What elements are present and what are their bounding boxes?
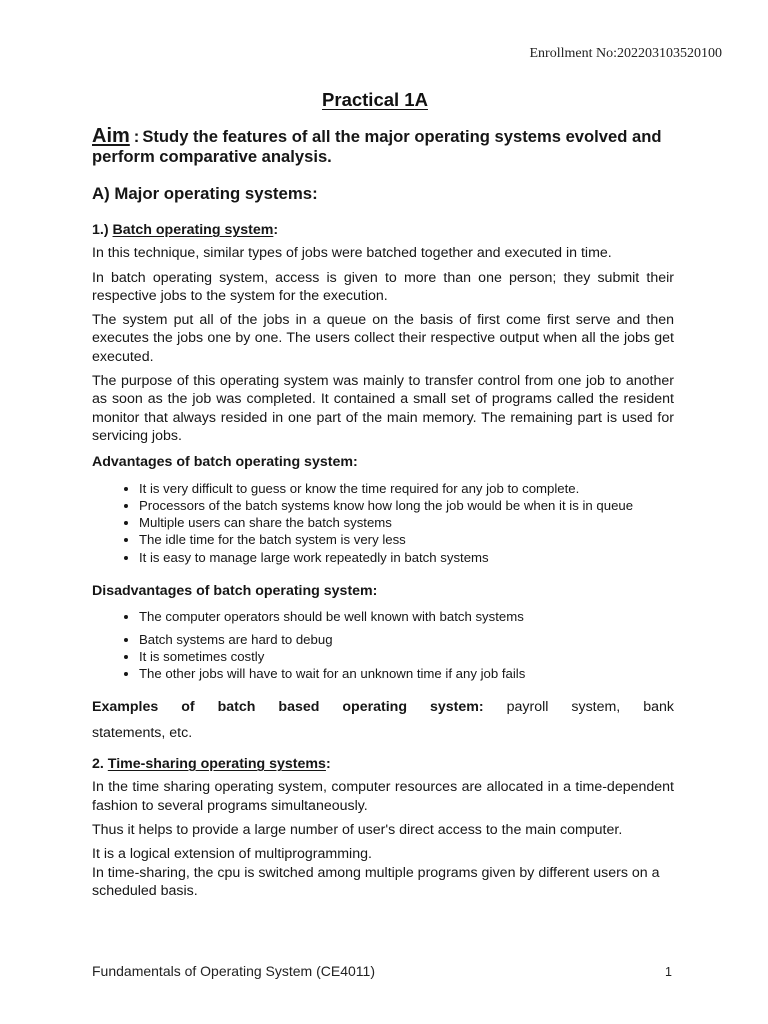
section-heading-major-os: A) Major operating systems: (92, 184, 318, 203)
examples-line-1 (92, 698, 674, 716)
page-title-text: Practical 1A (322, 89, 428, 110)
timesharing-line: It is a logical extension of multiprogramming. (92, 846, 372, 863)
aim-separator: : (133, 127, 140, 146)
advantages-heading: Advantages of batch operating system: (92, 454, 358, 471)
examples-label: Examples of batch based operating system: (92, 698, 484, 715)
advantages-list (92, 480, 674, 566)
timesharing-line: In time-sharing, the cpu is switched among multiple programs given by different users on a scheduled basis. (92, 864, 660, 899)
batch-paragraph: In batch operating system, access is given to more than one person; they submit their respective jobs to the system for the execution. (92, 269, 674, 304)
list-item: • Batch systems are hard to debug (139, 631, 674, 648)
footer-page-number: 1 (665, 965, 672, 979)
page-title (0, 89, 768, 111)
disadvantages-heading: Disadvantages of batch operating system: (92, 583, 378, 600)
batch-os-heading (92, 221, 674, 239)
batch-os-title: Batch operating system (112, 222, 274, 238)
timesharing-paragraph: Thus it helps to provide a large number of user's direct access to the main computer. (92, 822, 623, 839)
batch-os-colon: : (273, 222, 279, 238)
timesharing-paragraph: In the time sharing operating system, computer resources are allocated in a time-dependent fashion to several programs simultaneously. (92, 779, 674, 814)
batch-paragraph: The system put all of the jobs in a queue on the basis of first come first serve and then executes the jobs one by one. The users collect their respective output when all the jobs get executed. (92, 312, 674, 365)
list-item: • It is very difficult to guess or know the time required for any job to complete. (139, 480, 674, 497)
batch-os-number: 1.) (92, 222, 109, 238)
aim-label: Aim (92, 125, 130, 147)
timesharing-os-number: 2. (92, 756, 104, 773)
document-body (92, 126, 674, 900)
batch-paragraph: The purpose of this operating system was mainly to transfer control from one job to another as soon as the job was completed. It contained a small set of programs called the resident monitor that always resided in one part of the main memory. The remaining part is used for servicing jobs. (92, 373, 674, 444)
list-item: • The computer operators should be well known with batch systems (139, 608, 674, 625)
batch-paragraph: In this technique, similar types of jobs were batched together and executed in time. (92, 245, 612, 262)
enrollment-number: Enrollment No:202203103520100 (529, 46, 722, 61)
timesharing-os-colon: : (325, 756, 331, 773)
footer-course-name: Fundamentals of Operating System (CE4011) (92, 963, 375, 979)
list-item: • Multiple users can share the batch systems (139, 514, 674, 531)
aim-text: Study the features of all the major operating systems evolved and perform comparative analysis. (92, 127, 662, 166)
timesharing-os-heading (92, 755, 674, 773)
list-item: • It is sometimes costly (139, 648, 674, 665)
list-item: • Processors of the batch systems know how long the job would be when it is in queue (139, 497, 674, 514)
list-item: • The idle time for the batch system is very less (139, 531, 674, 548)
list-item: • The other jobs will have to wait for an unknown time if any job fails (139, 665, 674, 682)
list-item: • It is easy to manage large work repeatedly in batch systems (139, 549, 674, 566)
disadvantages-list (92, 608, 674, 682)
examples-text-1: payroll system, bank (506, 698, 674, 715)
batch-examples (92, 698, 674, 743)
examples-text-2: statements, etc. (92, 724, 193, 741)
timesharing-os-title: Time-sharing operating systems (107, 756, 326, 773)
aim-statement (92, 126, 674, 167)
